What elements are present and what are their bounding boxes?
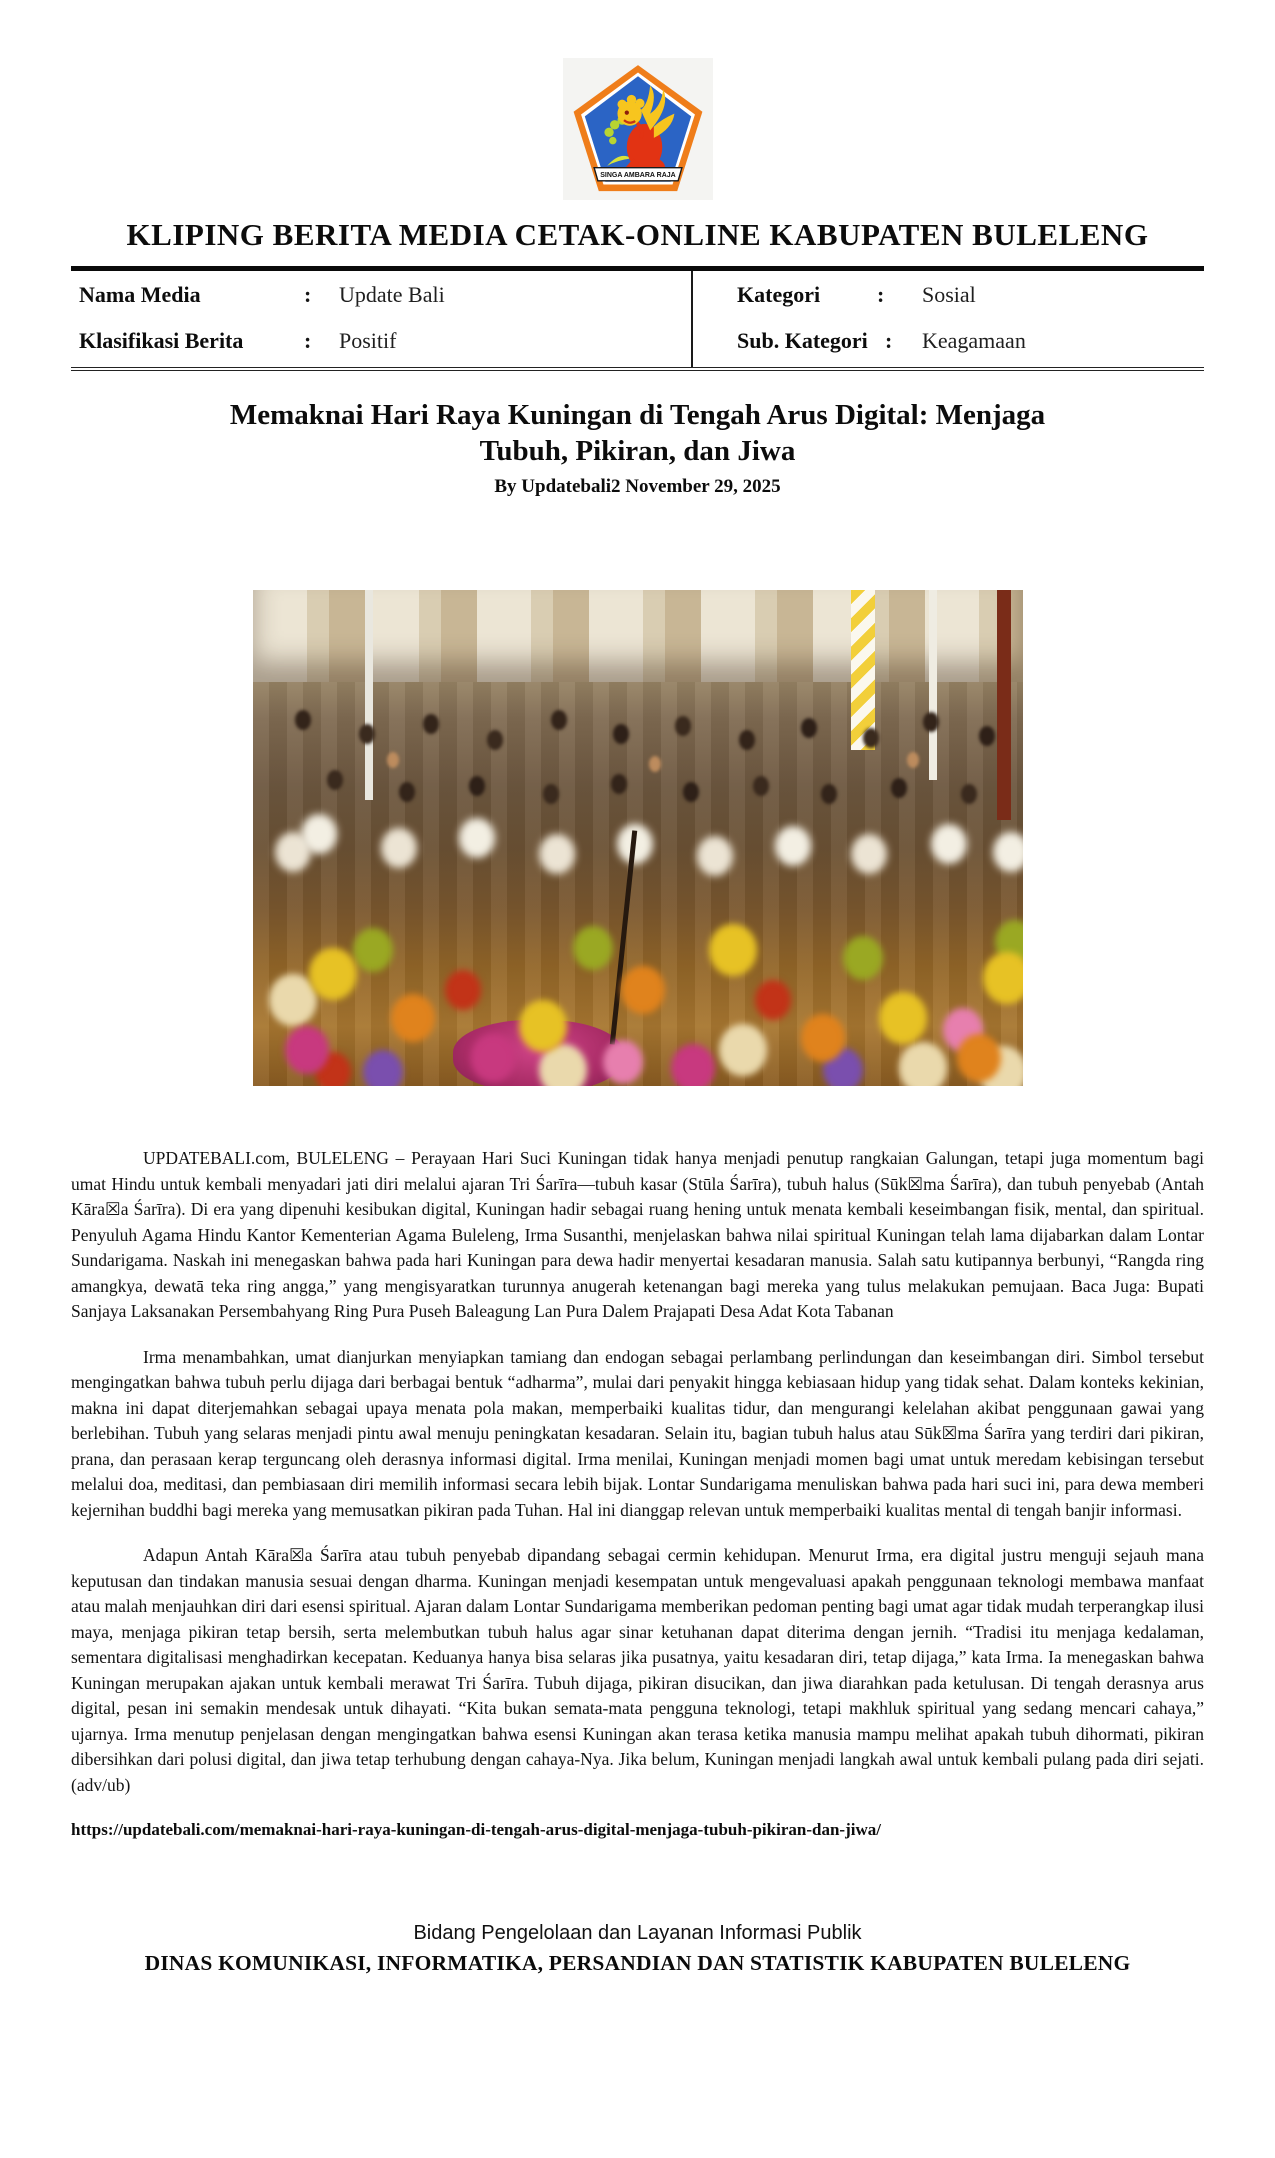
meta-row-2 (71, 317, 1204, 363)
kategori-colon: : (877, 282, 885, 307)
nama-media-value: Update Bali (339, 282, 445, 307)
photo-pole-red (997, 590, 1011, 820)
sub-kategori-value: Keagamaan (922, 328, 1026, 353)
kliping-header-title: KLIPING BERITA MEDIA CETAK-ONLINE KABUPATEN BULELENG (126, 217, 1149, 252)
kategori-value: Sosial (922, 282, 976, 307)
nama-media-colon: : (304, 282, 312, 307)
article-photo (253, 590, 1023, 1086)
article-paragraph-3: Adapun Antah Kāra☒a Śarīra atau tubuh penyebab dipandang sebagai cermin kehidupan. Menurut Irma, era digital justru menguji sejauh mana keputusan dan tindakan manusia sesuai dengan dharma. Kuningan menjadi kesempatan untuk mengevaluasi apakah penggunaan teknologi membawa manfaat atau malah menjauhkan diri dari esensi spiritual. Ajaran dalam Lontar Sundarigama memberikan pedoman penting bagi umat agar tidak mudah terperangkap ilusi maya, menjaga pikiran tetap bersih, serta melembutkan tubuh halus agar sinar ketuhanan dapat diterima dengan jernih. “Tradisi itu menjaga kedalaman, sementara digitalisasi menghadirkan kecepatan. Keduanya hanya bisa selaras jika pusatnya, yaitu kesadaran diri, tetap dijaga,” kata Irma. Ia menegaskan bahwa Kuningan merupakan ajakan untuk kembali merawat Tri Śarīra. Tubuh dijaga, pikiran disucikan, dan jiwa diarahkan pada ketulusan. Di tengah derasnya arus digital, pesan ini semakin mendesak untuk dihayati. “Kita bukan semata-mata pengguna teknologi, tetapi makhluk spiritual yang sedang mencari cahaya,” ujarnya. Irma menutup penjelasan dengan mengingatkan bahwa esensi Kuningan akan terasa ketika manusia mampu melihat apakah tubuh dihormati, pikiran dibersihkan dari polusi digital, dan jiwa tetap terhubung dengan cahaya-Nya. Jika belum, Kuningan menjadi langkah awal untuk kembali pulang pada diri sejati.(adv/ub) (71, 1545, 1204, 1795)
meta-table (71, 271, 1204, 367)
article-paragraph-1: UPDATEBALI.com, BULELENG – Perayaan Hari Suci Kuningan tidak hanya menjadi penutup rangkaian Galungan, tetapi juga momentum bagi umat Hindu untuk kembali menyadari jati diri melalui ajaran Tri Śarīra—tubuh kasar (Stūla Śarīra), tubuh halus (Sūk☒ma Śarīra), dan tubuh penyebab (Antah Kāra☒a Śarīra). Di era yang dipenuhi kesibukan digital, Kuningan hadir sebagai ruang hening untuk menata kembali keseimbangan fisik, mental, dan spiritual. Penyuluh Agama Hindu Kantor Kementerian Agama Buleleng, Irma Susanthi, menjelaskan bahwa nilai spiritual Kuningan telah lama dijabarkan dalam Lontar Sundarigama. Naskah ini menegaskan bahwa pada hari Kuningan para dewa hadir menyertai kesadaran manusia. Salah satu kutipannya berbunyi, “Rangda ring amangkya, dewatā teka ring angga,” yang mengisyaratkan turunnya anugerah ketenangan bagi mereka yang tulus melakukan pemujaan. Baca Juga: Bupati Sanjaya Laksanakan Persembahyang Ring Pura Puseh Baleagung Lan Pura Dalem Prajapati Desa Adat Kota Tabanan (71, 1148, 1204, 1321)
article-title (71, 397, 1204, 469)
klasifikasi-colon: : (304, 328, 312, 353)
kliping-page (71, 58, 1204, 1976)
kategori-label: Kategori (737, 282, 821, 307)
article-title-line2: Tubuh, Pikiran, dan Jiwa (479, 435, 796, 467)
sub-kategori-label: Sub. Kategori (737, 328, 868, 353)
photo-offerings (253, 590, 273, 614)
buleleng-regency-emblem (563, 58, 713, 200)
klasifikasi-value: Positif (339, 328, 397, 353)
singa-ambara-raja-emblem-icon (568, 61, 708, 197)
emblem-banner-text: SINGA AMBARA RAJA (599, 172, 676, 180)
page-footer (71, 1922, 1204, 1976)
footer-agency-name: DINAS KOMUNIKASI, INFORMATIKA, PERSANDIAN DAN STATISTIK KABUPATEN BULELENG (144, 1951, 1131, 1975)
photo-pole-white-left (365, 590, 373, 800)
photo-pole-white-right (929, 590, 937, 780)
article-title-line1: Memaknai Hari Raya Kuningan di Tengah Arus Digital: Menjaga (229, 399, 1046, 431)
photo-pink-cloth (453, 1020, 623, 1086)
photo-offering-stick (609, 830, 636, 1044)
nama-media-label: Nama Media (79, 282, 201, 307)
meta-bottom-rule (71, 367, 1204, 371)
article-paragraph-2: Irma menambahkan, umat dianjurkan menyiapkan tamiang dan endogan sebagai perlambang perlindungan dan keseimbangan diri. Simbol tersebut mengingatkan bahwa tubuh perlu dijaga dari berbagai bentuk “adharma”, mulai dari penyakit hingga kebiasaan hidup yang tidak sehat. Dalam konteks kekinian, makna ini dapat diterjemahkan sebagai upaya menata pola makan, memperbaiki kualitas tidur, dan mengurangi kelelahan akibat penggunaan gawai yang berlebihan. Tubuh yang selaras menjadi pintu awal menuju peningkatan kesadaran. Selain itu, bagian tubuh halus atau Sūk☒ma Śarīra yang terdiri dari pikiran, prana, dan perasaan kerap terguncang oleh derasnya informasi digital. Irma menilai, Kuningan menjadi momen bagi umat untuk meredam kebisingan tersebut melalui doa, meditasi, dan pembiasaan diri memilih informasi secara lebih bijak. Lontar Sundarigama menuliskan bahwa pada hari suci ini, para dewa memberi kejernihan buddhi bagi mereka yang memusatkan pikiran pada Tuhan. Hal ini dianggap relevan untuk memperbaiki kualitas mental di tengah banjir informasi. (71, 1346, 1204, 1520)
article-body (71, 1146, 1204, 1840)
article-byline: By Updatebali2 November 29, 2025 (494, 476, 781, 497)
footer-division-name: Bidang Pengelolaan dan Layanan Informasi Publik (413, 1922, 862, 1944)
sub-kategori-colon: : (885, 328, 893, 353)
source-url-link[interactable]: https://updatebali.com/memaknai-hari-raya-kuningan-di-tengah-arus-digital-menjaga-tubuh-pikiran-dan-jiwa/ (71, 1820, 881, 1839)
photo-pole-striped (851, 590, 875, 750)
klasifikasi-label: Klasifikasi Berita (79, 328, 244, 353)
meta-row-1 (71, 271, 1204, 317)
